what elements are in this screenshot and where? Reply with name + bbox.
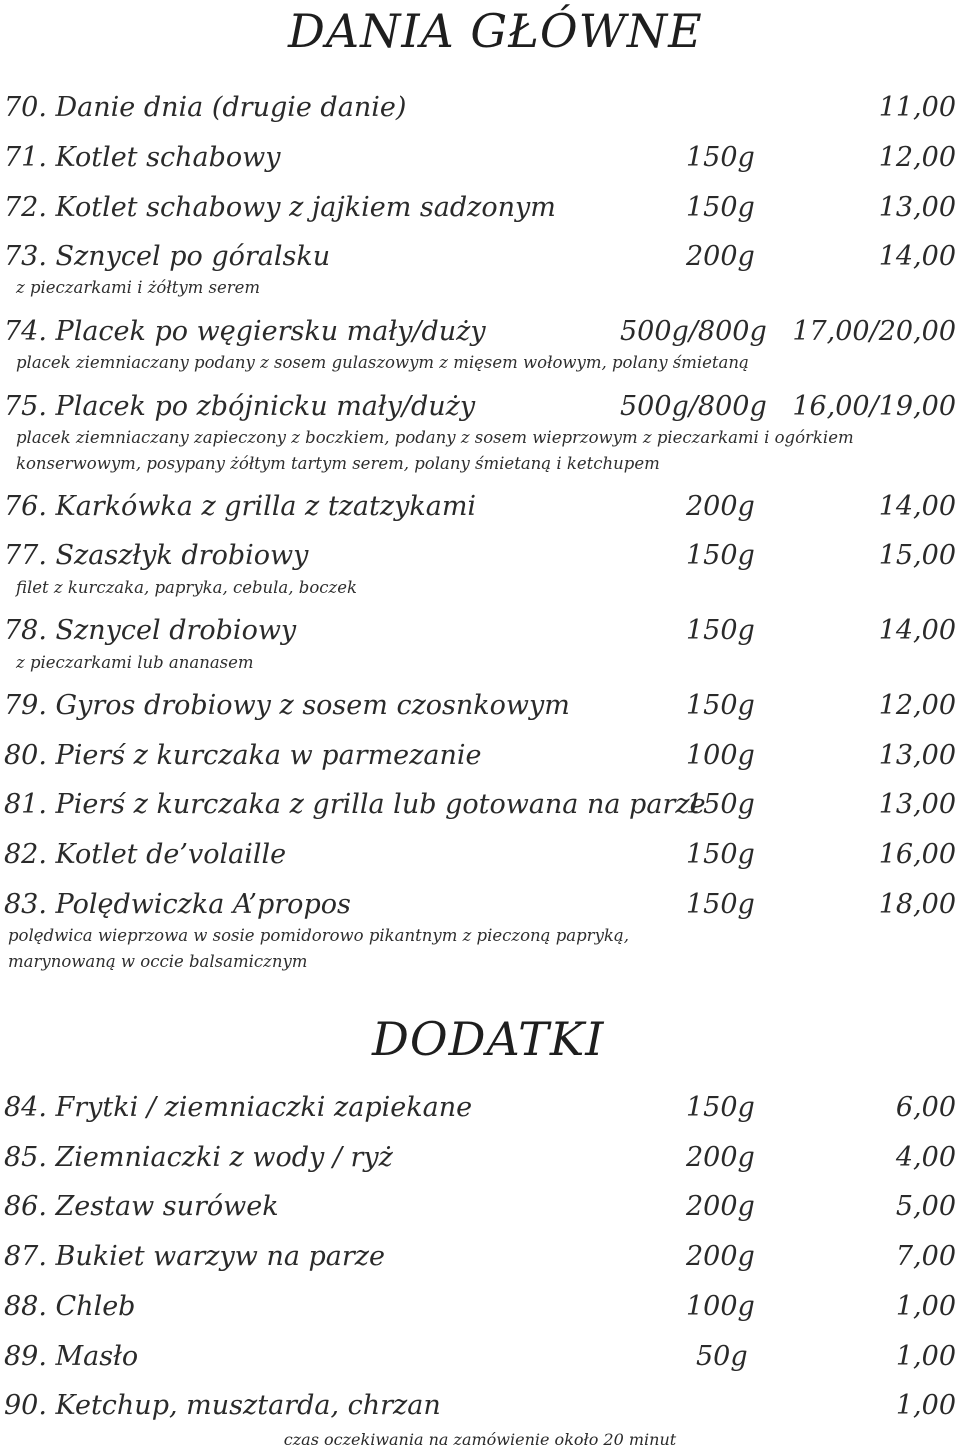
item-name: 82. Kotlet de’volaille bbox=[4, 839, 287, 870]
sides-heading: DODATKI bbox=[372, 1012, 605, 1066]
item-name: 85. Ziemniaczki z wody / ryż bbox=[4, 1142, 393, 1173]
item-price: 6,00 bbox=[895, 1092, 956, 1123]
item-price: 16,00 bbox=[878, 839, 956, 870]
item-price: 12,00 bbox=[878, 142, 956, 173]
item-weight: 150g bbox=[686, 192, 755, 223]
menu-item bbox=[0, 237, 960, 277]
item-weight: 100g bbox=[686, 1291, 755, 1322]
item-weight: 150g bbox=[686, 615, 755, 646]
menu-item bbox=[0, 611, 960, 651]
item-name: 75. Placek po zbójnicku mały/duży bbox=[4, 391, 476, 422]
item-description: placek ziemniaczany podany z sosem gulaszowym z mięsem wołowym, polany śmietaną bbox=[16, 353, 749, 372]
item-price: 12,00 bbox=[878, 690, 956, 721]
item-name: 83. Polędwiczka A’propos bbox=[4, 889, 351, 920]
menu-item bbox=[0, 1237, 960, 1277]
item-price: 13,00 bbox=[878, 740, 956, 771]
item-name: 74. Placek po węgiersku mały/duży bbox=[4, 316, 486, 347]
menu-item bbox=[0, 835, 960, 875]
item-weight: 100g bbox=[686, 740, 755, 771]
item-weight: 200g bbox=[686, 491, 755, 522]
item-name: 80. Pierś z kurczaka w parmezanie bbox=[4, 740, 482, 771]
menu-item bbox=[0, 885, 960, 925]
menu-item bbox=[0, 88, 960, 128]
item-weight: 200g bbox=[686, 241, 755, 272]
item-name: 77. Szaszłyk drobiowy bbox=[4, 540, 309, 571]
item-description: polędwica wieprzowa w sosie pomidorowo pikantnym z pieczoną papryką, bbox=[8, 926, 629, 945]
menu-item bbox=[0, 312, 960, 352]
item-weight: 150g bbox=[686, 839, 755, 870]
menu-item bbox=[0, 686, 960, 726]
item-weight: 150g bbox=[686, 889, 755, 920]
item-weight: 150g bbox=[686, 1092, 755, 1123]
item-name: 73. Sznycel po góralsku bbox=[4, 241, 331, 272]
menu-item bbox=[0, 1337, 960, 1377]
menu-item bbox=[0, 487, 960, 527]
item-name: 87. Bukiet warzyw na parze bbox=[4, 1241, 386, 1272]
item-price: 14,00 bbox=[878, 241, 956, 272]
item-price: 14,00 bbox=[878, 491, 956, 522]
item-price: 17,00/20,00 bbox=[792, 316, 956, 347]
item-name: 79. Gyros drobiowy z sosem czosnkowym bbox=[4, 690, 570, 721]
item-name: 70. Danie dnia (drugie danie) bbox=[4, 92, 407, 123]
menu-item bbox=[0, 1386, 960, 1426]
item-weight: 500g/800g bbox=[620, 391, 767, 422]
item-description: konserwowym, posypany żółtym tartym serem, polany śmietaną i ketchupem bbox=[16, 454, 660, 473]
item-name: 78. Sznycel drobiowy bbox=[4, 615, 297, 646]
item-weight: 500g/800g bbox=[620, 316, 767, 347]
item-weight: 200g bbox=[686, 1142, 755, 1173]
wait-time-note: czas oczekiwania na zamówienie około 20 minut bbox=[283, 1430, 677, 1449]
item-description: placek ziemniaczany zapieczony z boczkiem, podany z sosem wieprzowym z pieczarkami i ogórkiem bbox=[16, 428, 854, 447]
item-price: 1,00 bbox=[895, 1341, 956, 1372]
item-price: 5,00 bbox=[895, 1191, 956, 1222]
item-description: z pieczarkami lub ananasem bbox=[16, 653, 254, 672]
item-weight: 150g bbox=[686, 540, 755, 571]
item-weight: 150g bbox=[686, 142, 755, 173]
item-name: 76. Karkówka z grilla z tzatzykami bbox=[4, 491, 477, 522]
item-name: 89. Masło bbox=[4, 1341, 139, 1372]
menu-item bbox=[0, 188, 960, 228]
item-weight: 150g bbox=[686, 789, 755, 820]
main-courses-heading: DANIA GŁÓWNE bbox=[288, 4, 703, 58]
item-price: 4,00 bbox=[895, 1142, 956, 1173]
item-price: 13,00 bbox=[878, 192, 956, 223]
item-price: 16,00/19,00 bbox=[792, 391, 956, 422]
item-description: marynowaną w occie balsamicznym bbox=[8, 952, 308, 971]
menu-item bbox=[0, 785, 960, 825]
item-description: z pieczarkami i żółtym serem bbox=[16, 278, 261, 297]
item-price: 14,00 bbox=[878, 615, 956, 646]
item-name: 71. Kotlet schabowy bbox=[4, 142, 281, 173]
item-name: 81. Pierś z kurczaka z grilla lub gotowana na parze bbox=[4, 789, 706, 820]
item-name: 86. Zestaw surówek bbox=[4, 1191, 279, 1222]
item-price: 1,00 bbox=[895, 1291, 956, 1322]
item-description: filet z kurczaka, papryka, cebula, boczek bbox=[16, 578, 357, 597]
menu-item bbox=[0, 1187, 960, 1227]
item-price: 11,00 bbox=[878, 92, 956, 123]
item-price: 15,00 bbox=[878, 540, 956, 571]
item-weight: 200g bbox=[686, 1191, 755, 1222]
item-price: 18,00 bbox=[878, 889, 956, 920]
item-name: 88. Chleb bbox=[4, 1291, 136, 1322]
item-weight: 50g bbox=[696, 1341, 748, 1372]
item-price: 1,00 bbox=[895, 1390, 956, 1421]
item-price: 13,00 bbox=[878, 789, 956, 820]
menu-item bbox=[0, 1138, 960, 1178]
item-price: 7,00 bbox=[895, 1241, 956, 1272]
item-name: 72. Kotlet schabowy z jajkiem sadzonym bbox=[4, 192, 556, 223]
item-weight: 200g bbox=[686, 1241, 755, 1272]
item-weight: 150g bbox=[686, 690, 755, 721]
menu-item bbox=[0, 536, 960, 576]
item-name: 84. Frytki / ziemniaczki zapiekane bbox=[4, 1092, 473, 1123]
menu-item bbox=[0, 387, 960, 427]
item-name: 90. Ketchup, musztarda, chrzan bbox=[4, 1390, 441, 1421]
menu-item bbox=[0, 736, 960, 776]
menu-item bbox=[0, 138, 960, 178]
menu-item bbox=[0, 1287, 960, 1327]
menu-item bbox=[0, 1088, 960, 1128]
